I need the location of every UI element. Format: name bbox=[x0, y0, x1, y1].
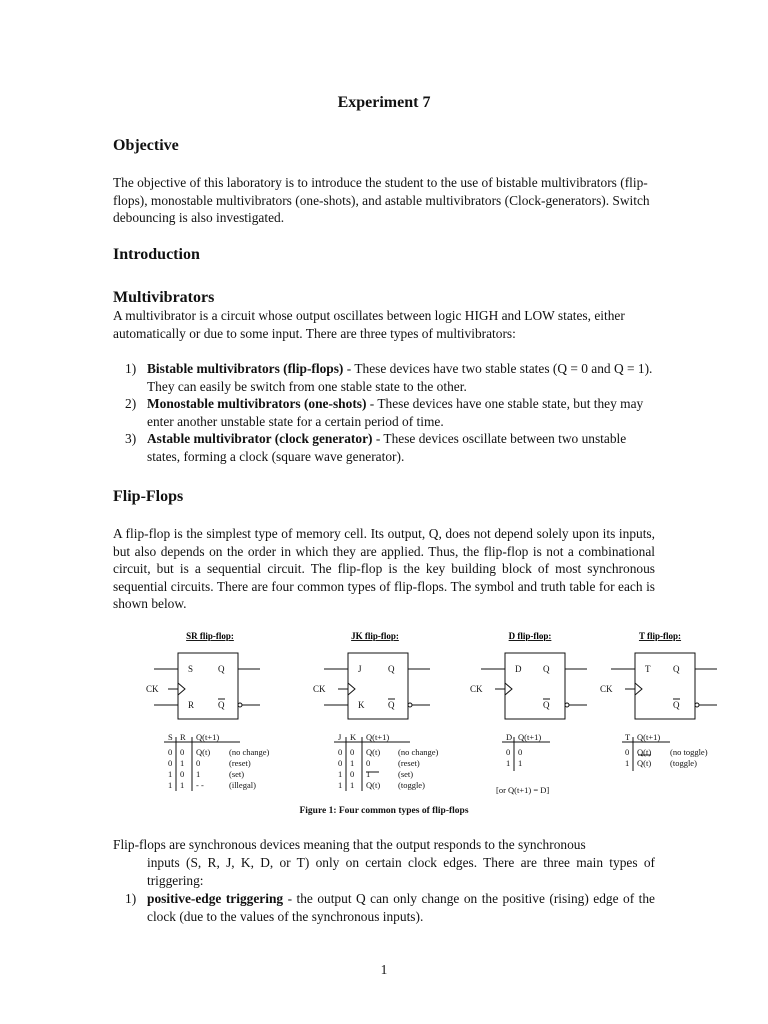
svg-text:1: 1 bbox=[625, 758, 630, 768]
svg-text:T: T bbox=[645, 664, 651, 674]
ck-label: CK bbox=[146, 684, 159, 694]
d-symbol bbox=[505, 653, 565, 719]
svg-text:Q(t): Q(t) bbox=[637, 747, 652, 757]
svg-text:0: 0 bbox=[196, 758, 201, 768]
d-equation-note: [or Q(t+1) = D] bbox=[496, 785, 550, 795]
sr-truth-table bbox=[168, 732, 270, 790]
svg-text:1: 1 bbox=[350, 780, 355, 790]
svg-text:T: T bbox=[625, 732, 631, 742]
svg-text:0: 0 bbox=[350, 769, 355, 779]
ck-label: CK bbox=[313, 684, 326, 694]
svg-text:1: 1 bbox=[506, 758, 511, 768]
objective-paragraph: The objective of this laboratory is to introduce the student to the use of bistable multivibrators (flip-flops), monostable multivibrators (one-shots), and astable multivibrators (Clock-generators). Switch debouncing is also investigated. bbox=[113, 175, 650, 226]
introduction-heading: Introduction bbox=[113, 246, 200, 263]
list-item: 3) Astable multivibrator (clock generator) - These devices oscillate between two unstable states, forming a clock (square wave generator). bbox=[125, 431, 627, 464]
svg-text:J: J bbox=[358, 664, 362, 674]
jk-title: JK flip-flop: bbox=[351, 631, 399, 641]
svg-text:0: 0 bbox=[518, 747, 523, 757]
triggering-list bbox=[125, 890, 655, 925]
flip-flops-heading: Flip-Flops bbox=[113, 488, 184, 505]
svg-text:(no toggle): (no toggle) bbox=[670, 747, 708, 757]
ck-label: CK bbox=[600, 684, 613, 694]
svg-text:(toggle): (toggle) bbox=[670, 758, 697, 768]
figure-caption: Figure 1: Four common types of flip-flops bbox=[299, 806, 469, 816]
multivibrators-paragraph: A multivibrator is a circuit whose output oscillates between logic HIGH and LOW states, either automatically or due to some input. There are three types of multivibrators: bbox=[113, 308, 625, 341]
svg-text:1: 1 bbox=[350, 758, 355, 768]
svg-text:R: R bbox=[188, 700, 195, 710]
svg-text:Q(t+1): Q(t+1) bbox=[366, 732, 390, 742]
t-title: T flip-flop: bbox=[638, 631, 682, 641]
svg-text:0: 0 bbox=[180, 747, 185, 757]
svg-text:Q: Q bbox=[218, 700, 225, 710]
svg-text:0: 0 bbox=[625, 747, 630, 757]
svg-text:Q: Q bbox=[388, 700, 395, 710]
jk-symbol bbox=[348, 653, 408, 719]
svg-text:(no change): (no change) bbox=[229, 747, 270, 757]
svg-text:0: 0 bbox=[506, 747, 511, 757]
svg-text:(reset): (reset) bbox=[229, 758, 251, 768]
svg-text:1: 1 bbox=[168, 780, 173, 790]
svg-text:Q(t): Q(t) bbox=[366, 747, 381, 757]
multivibrators-heading: Multivibrators bbox=[113, 289, 215, 306]
t-symbol bbox=[635, 653, 695, 719]
svg-text:0: 0 bbox=[338, 758, 343, 768]
sync-paragraph-rest: inputs (S, R, J, K, D, or T) only on certain clock edges. There are three main types of triggering: bbox=[147, 855, 655, 888]
svg-text:Q(t): Q(t) bbox=[196, 747, 211, 757]
jk-truth-table bbox=[338, 732, 439, 790]
multivibrator-types-list bbox=[125, 360, 655, 466]
t-truth-table bbox=[625, 732, 708, 768]
svg-text:R: R bbox=[180, 732, 186, 742]
svg-text:Q(t+1): Q(t+1) bbox=[518, 732, 542, 742]
svg-text:(no change): (no change) bbox=[398, 747, 439, 757]
svg-text:0: 0 bbox=[338, 747, 343, 757]
svg-text:1: 1 bbox=[338, 780, 343, 790]
svg-text:1: 1 bbox=[366, 769, 371, 779]
svg-text:1: 1 bbox=[196, 769, 201, 779]
objective-heading: Objective bbox=[113, 137, 179, 154]
d-title: D flip-flop: bbox=[508, 631, 552, 641]
svg-text:K: K bbox=[358, 700, 365, 710]
svg-text:1: 1 bbox=[518, 758, 523, 768]
page-title: Experiment 7 bbox=[337, 94, 431, 111]
svg-text:Q(t+1): Q(t+1) bbox=[637, 732, 661, 742]
svg-text:Q(t+1): Q(t+1) bbox=[196, 732, 220, 742]
svg-text:(illegal): (illegal) bbox=[229, 780, 256, 790]
svg-text:Q(t): Q(t) bbox=[637, 758, 652, 768]
svg-text:0: 0 bbox=[168, 758, 173, 768]
svg-text:0: 0 bbox=[168, 747, 173, 757]
svg-text:S: S bbox=[188, 664, 194, 674]
svg-text:1: 1 bbox=[168, 769, 173, 779]
svg-text:D: D bbox=[506, 732, 513, 742]
svg-text:Q: Q bbox=[673, 664, 680, 674]
flip-flops-paragraph: A flip-flop is the simplest type of memory cell. Its output, Q, does not depend solely upon its inputs, but also depends on the order in which they are applied. Thus, the flip-flop is not a combinational circuit, but is a sequential circuit. The flip-flop is the key building block of most synchronous sequential circuits. There are four common types of flip-flops. The symbol and truth table for each is shown below. bbox=[113, 526, 655, 612]
svg-text:0: 0 bbox=[180, 769, 185, 779]
svg-text:(set): (set) bbox=[398, 769, 414, 779]
list-item: 2) Monostable multivibrators (one-shots) - These devices have one stable state, but they may enter another unstable state for a certain period of time. bbox=[125, 396, 644, 429]
sync-paragraph-line1: Flip-flops are synchronous devices meaning that the output responds to the synchronous bbox=[113, 837, 586, 852]
d-truth-table bbox=[496, 732, 549, 795]
svg-text:0: 0 bbox=[350, 747, 355, 757]
svg-text:Q(t): Q(t) bbox=[366, 780, 381, 790]
svg-text:Q: Q bbox=[543, 700, 550, 710]
svg-text:(set): (set) bbox=[229, 769, 245, 779]
svg-text:K: K bbox=[350, 732, 357, 742]
svg-text:S: S bbox=[168, 732, 173, 742]
sr-title: SR flip-flop: bbox=[186, 631, 234, 641]
svg-text:Q: Q bbox=[673, 700, 680, 710]
svg-text:(reset): (reset) bbox=[398, 758, 420, 768]
svg-text:Q: Q bbox=[388, 664, 395, 674]
svg-text:Q: Q bbox=[543, 664, 550, 674]
svg-text:Q: Q bbox=[218, 664, 225, 674]
page-number: 1 bbox=[380, 962, 388, 977]
svg-text:(toggle): (toggle) bbox=[398, 780, 425, 790]
svg-text:1: 1 bbox=[180, 780, 185, 790]
svg-text:D: D bbox=[515, 664, 522, 674]
list-item: 1) positive-edge triggering - the output Q can only change on the positive (rising) edge of the clock (due to the values of the synchronous inputs). bbox=[125, 891, 655, 924]
sr-symbol bbox=[178, 653, 238, 719]
flip-flop-figure bbox=[130, 625, 730, 805]
svg-text:1: 1 bbox=[180, 758, 185, 768]
ck-label: CK bbox=[470, 684, 483, 694]
list-item: 1) Bistable multivibrators (flip-flops) - These devices have two stable states (Q = 0 and Q = 1). They can easily be switch from one stable state to the other. bbox=[125, 361, 653, 394]
svg-text:1: 1 bbox=[338, 769, 343, 779]
svg-text:0: 0 bbox=[366, 758, 371, 768]
svg-text:- -: - - bbox=[196, 780, 204, 790]
svg-text:J: J bbox=[338, 732, 342, 742]
